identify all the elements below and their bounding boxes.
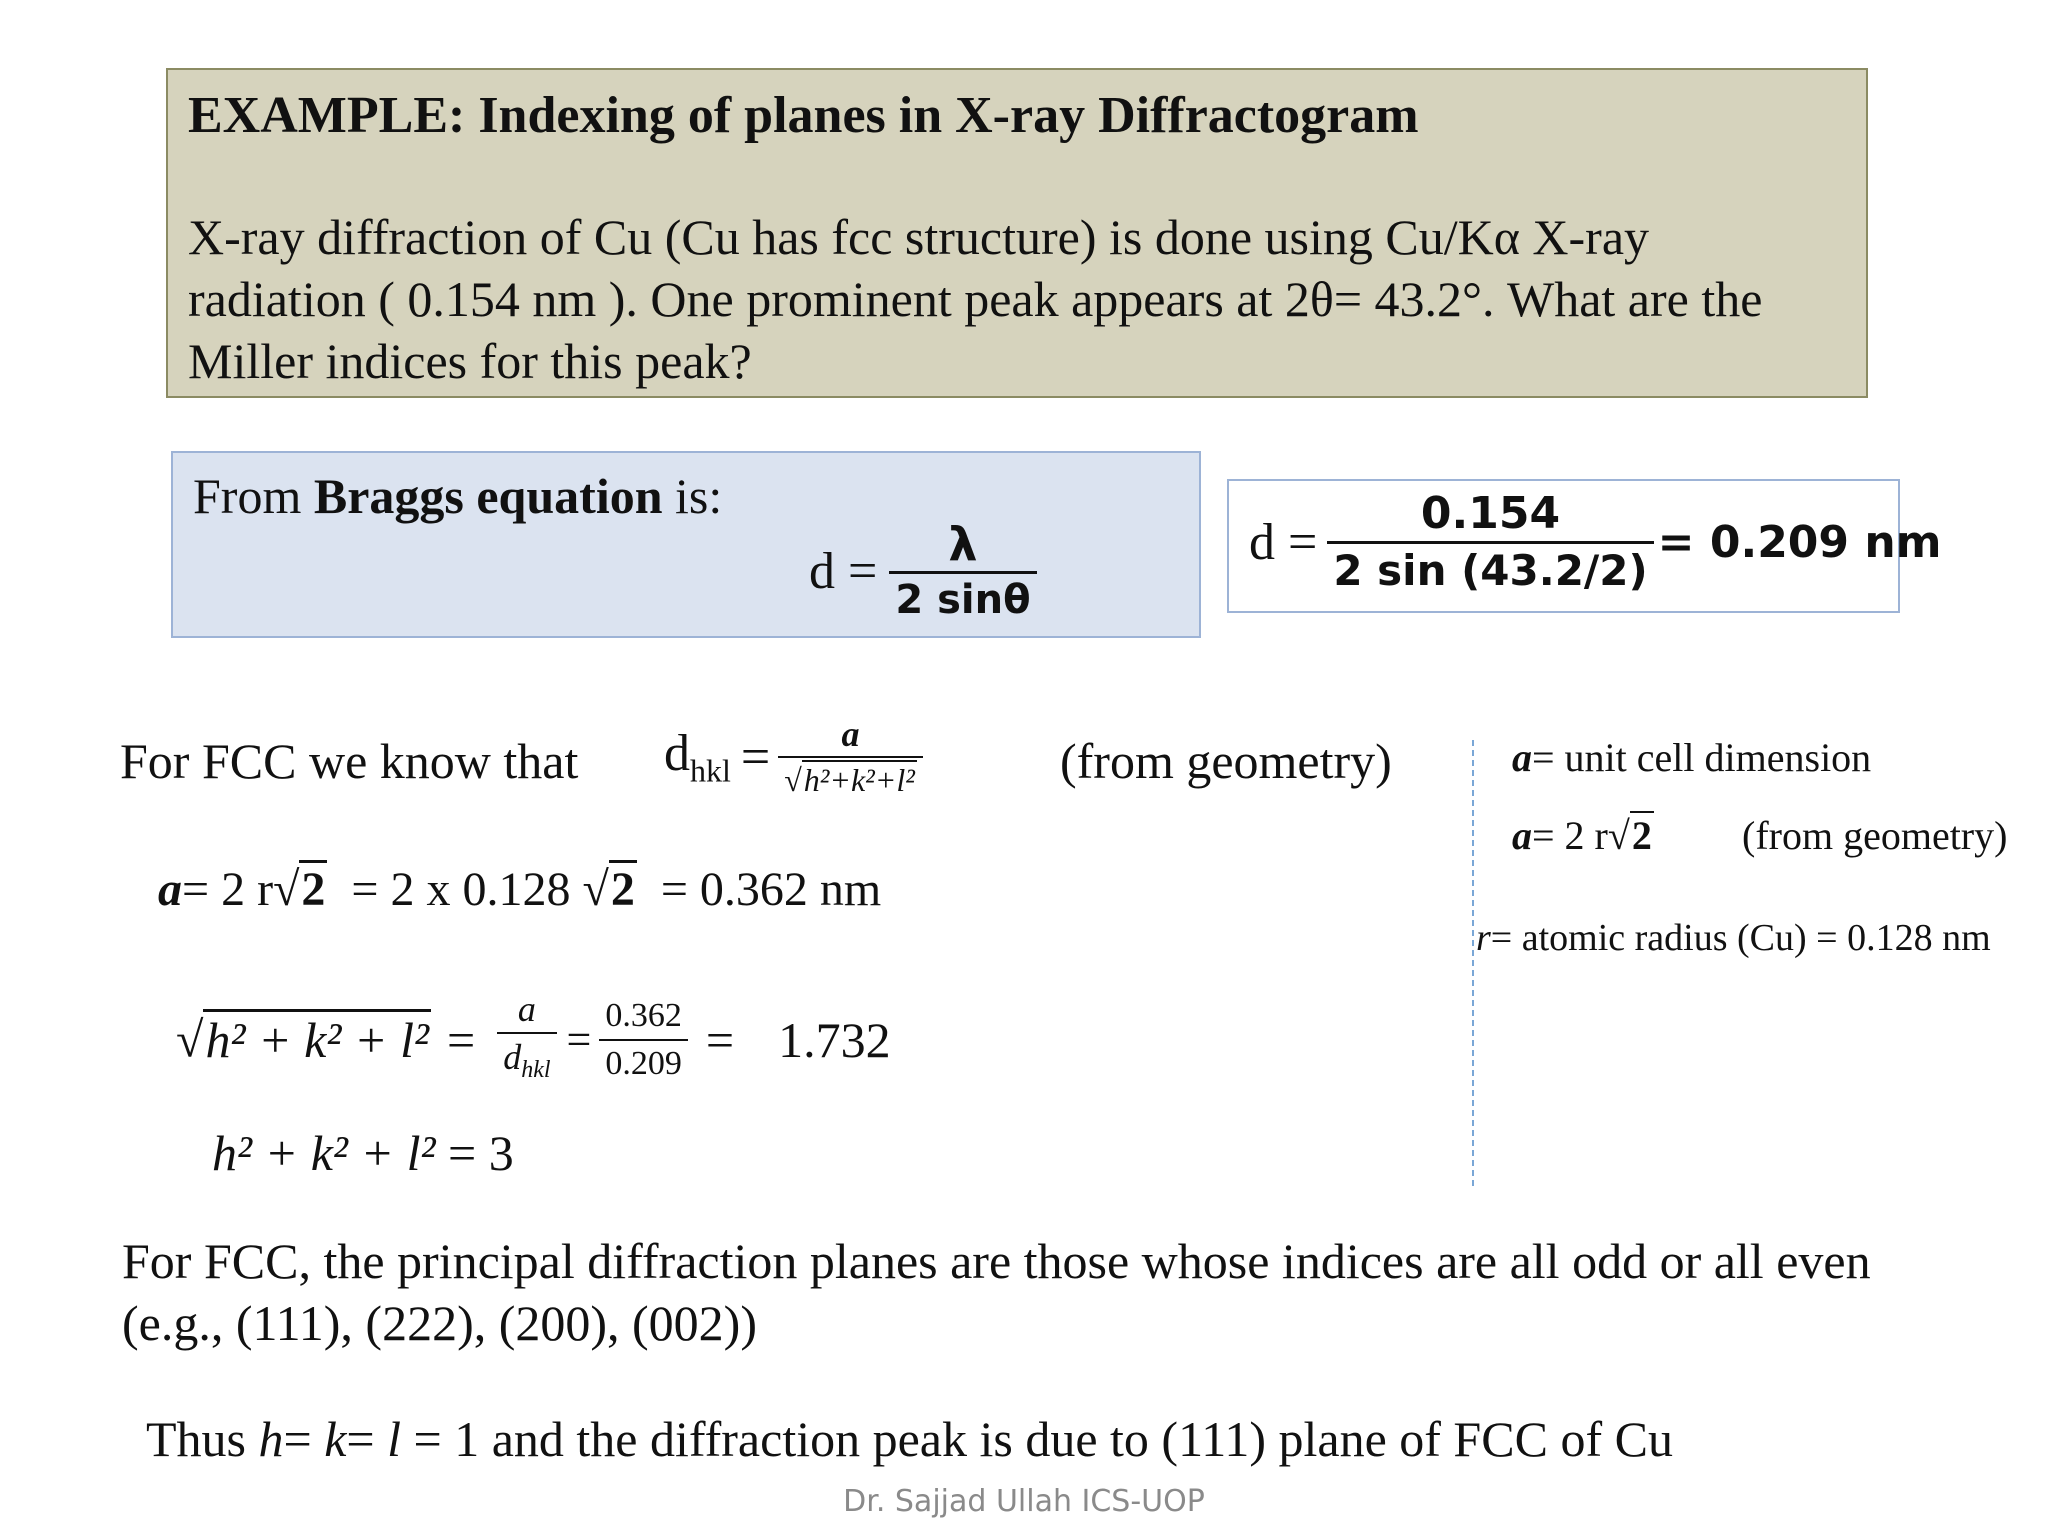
example-title: EXAMPLE: Indexing of planes in X-ray Diffractogram (188, 87, 1419, 144)
bragg-intro-prefix: From (193, 468, 314, 524)
ratio-eq1: = (447, 1011, 476, 1068)
fcc-denominator-expr: h²+k²+l² (803, 762, 915, 798)
sidebar-r-symbol: r (1476, 917, 1491, 959)
a-calculation: a= 2 r√2 = 2 x 0.128 √2 = 0.362 nm (158, 862, 881, 917)
calc-numerator: 0.154 (1420, 488, 1561, 539)
sidebar-a-geom-symbol: a (1512, 813, 1532, 858)
fcc-d-subscript: hkl (690, 752, 731, 789)
fcc-d-formula (664, 712, 923, 802)
bragg-numerator: λ (948, 517, 978, 571)
fcc-denominator: √h²+k²+l² (778, 756, 923, 802)
fcc-numerator: a (841, 714, 860, 754)
conclusion-rest: = 1 and the diffraction peak is due to (111) plane of FCC of Cu (401, 1411, 1673, 1467)
fcc-d-lhs (664, 725, 731, 789)
ratio-equation (176, 986, 891, 1093)
ratio-value: 1.732 (778, 1011, 891, 1068)
example-box (166, 68, 1868, 398)
bragg-intro-suffix: is: (662, 468, 723, 524)
d-calculation-formula (1249, 487, 1942, 598)
bragg-fraction (889, 517, 1036, 626)
a-calc-part3: = 0.362 nm (636, 863, 882, 916)
fcc-d-symbol: d (664, 725, 690, 783)
sum-rhs: = 3 (435, 1125, 514, 1181)
conclusion-h: h (258, 1411, 284, 1467)
bragg-denominator: 2 sinθ (889, 571, 1036, 626)
sidebar-a-text: = unit cell dimension (1532, 735, 1872, 780)
ratio-sqrt: √h² + k² + l² (176, 1009, 431, 1068)
d-calculation-box (1227, 479, 1942, 613)
conclusion (146, 1410, 1673, 1468)
example-question-line: Miller indices for this peak? (188, 333, 752, 389)
example-question-line: radiation ( 0.154 nm ). One prominent peak appears at 2θ= 43.2°. What are the (188, 271, 1763, 327)
ratio-fraction2 (599, 993, 688, 1087)
sidebar-a-geometry: a= 2 r√2 (1512, 813, 1652, 858)
fcc-geometry-note: (from geometry) (1060, 733, 1392, 789)
sum-equation (212, 1124, 514, 1182)
a-calc-part2: = 2 x 0.128 (327, 863, 583, 916)
example-question-line: X-ray diffraction of Cu (Cu has fcc structure) is done using Cu/Kα X-ray (188, 209, 1650, 265)
calc-fraction (1327, 487, 1653, 598)
ratio-frac1-den-d: d (503, 1037, 522, 1077)
ratio-frac1-num: a (517, 989, 536, 1029)
a-calc-sqrt: 2 (299, 860, 327, 916)
ratio-frac2-den: 0.209 (599, 1039, 688, 1087)
sidebar-a-geom-text: = 2 r (1532, 813, 1608, 858)
ratio-frac1-den-sub: hkl (521, 1057, 551, 1084)
ratio-frac2-num: 0.362 (605, 996, 682, 1034)
bragg-lhs: d = (809, 543, 878, 600)
principal-planes-line: For FCC, the principal diffraction planes are those whose indices are all odd or all even (122, 1233, 1871, 1289)
sidebar-r-text: = atomic radius (Cu) = 0.128 nm (1490, 917, 1991, 959)
sidebar-a-definition (1512, 734, 1871, 781)
a-calc-sqrt2: 2 (609, 860, 637, 916)
fcc-equals: = (740, 728, 771, 786)
bragg-intro-bold: Braggs equation (313, 468, 663, 524)
a-calc-part1: = 2 r (182, 863, 274, 916)
fcc-intro: For FCC we know that (120, 733, 579, 789)
fcc-fraction (778, 712, 923, 802)
a-symbol: a (158, 863, 182, 916)
sidebar-r-definition (1476, 916, 1991, 960)
conclusion-k: k (324, 1411, 347, 1467)
principal-planes-examples: (e.g., (111), (222), (200), (002)) (122, 1295, 757, 1351)
calc-denominator: 2 sin (43.2/2) (1327, 541, 1653, 598)
bragg-intro (193, 467, 722, 525)
conclusion-eq1: = (283, 1411, 325, 1467)
calc-result: = 0.209 nm (1657, 517, 1942, 568)
calc-lhs: d = (1249, 514, 1318, 571)
ratio-eq3: = (705, 1011, 735, 1068)
vertical-divider (1472, 740, 1474, 1186)
sidebar-a-symbol: a (1512, 735, 1532, 780)
conclusion-eq2: = (346, 1411, 388, 1467)
ratio-fraction1 (497, 986, 556, 1093)
ratio-frac1-den (497, 1032, 556, 1093)
ratio-eq2: = (566, 1015, 592, 1065)
conclusion-l: l (387, 1411, 402, 1467)
conclusion-prefix: Thus (146, 1411, 259, 1467)
ratio-sqrt-expr: h² + k² + l² (203, 1009, 431, 1068)
sidebar-a-geom-sqrt: 2 (1631, 813, 1652, 858)
bragg-equation-box (171, 451, 1201, 638)
sum-expr: h² + k² + l² (212, 1125, 436, 1181)
footer-credit: Dr. Sajjad Ullah ICS-UOP (843, 1484, 1205, 1519)
sidebar-a-geom-note: (from geometry) (1742, 813, 2008, 858)
bragg-formula (809, 517, 1037, 626)
